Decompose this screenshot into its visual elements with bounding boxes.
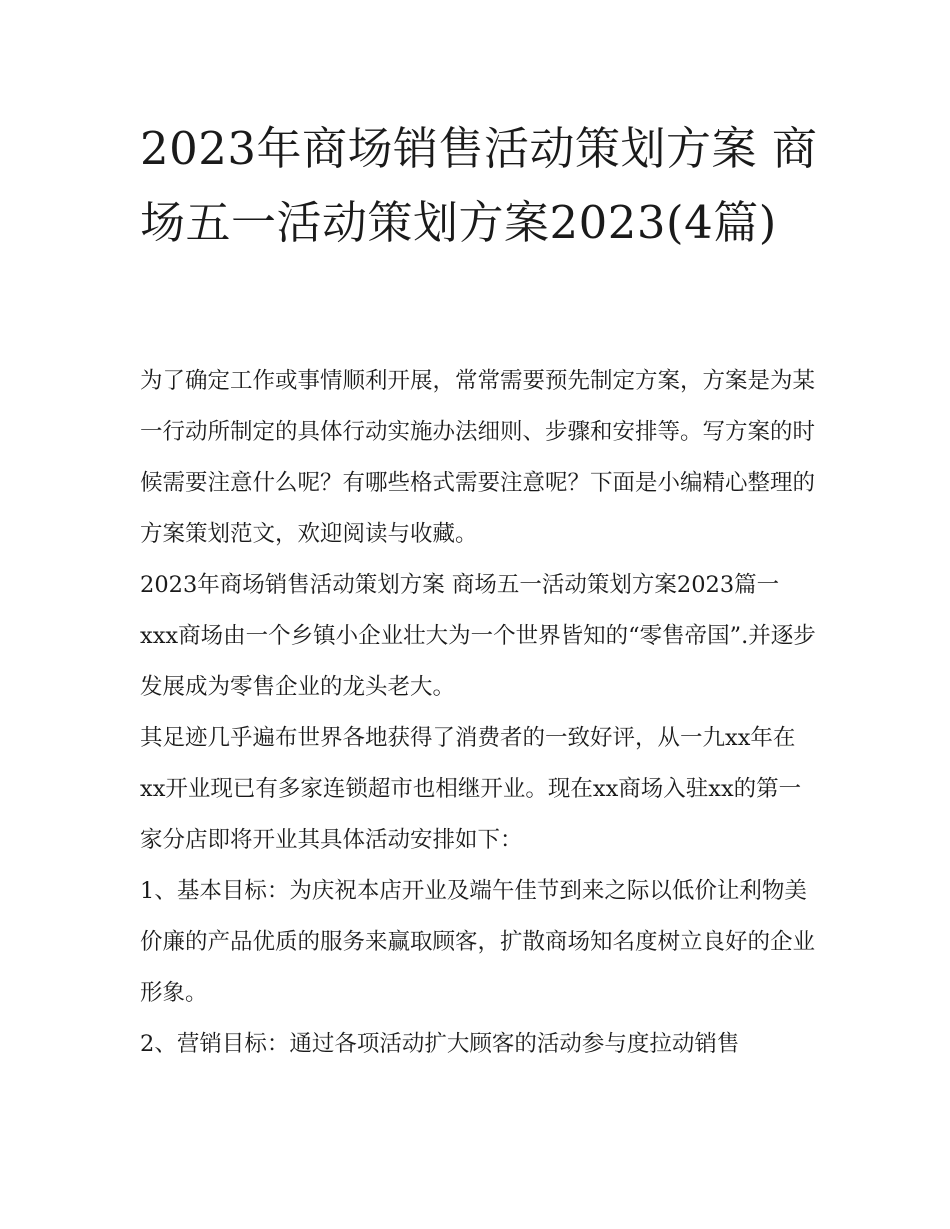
- intro-paragraph: 为了确定工作或事情顺利开展，常常需要预先制定方案，方案是为某一行动所制定的具体行动实施办法细则、步骤和安排等。写方案的时候需要注意什么呢？有哪些格式需要注意呢？下面是小编精心整理的方案策划范文，欢迎阅读与收藏。: [140, 368, 816, 547]
- document-body: [140, 356, 820, 1070]
- list-item: 1、基本目标：为庆祝本店开业及端午佳节到来之际以低价让利物美价廉的产品优质的服务来赢取顾客，扩散商场知名度树立良好的企业形象。: [140, 878, 816, 1006]
- list-item: 2、营销目标：通过各项活动扩大顾客的活动参与度拉动销售: [140, 1031, 740, 1057]
- body-paragraph: 其足迹几乎遍布世界各地获得了消费者的一致好评，从一九xx年在xx开业现已有多家连锁超市也相继开业。现在xx商场入驻xx的第一家分店即将开业其具体活动安排如下：: [140, 725, 802, 853]
- document-title: 2023年商场销售活动策划方案 商场五一活动策划方案2023(4篇): [140, 122, 818, 249]
- section-heading: 2023年商场销售活动策划方案 商场五一活动策划方案2023篇一: [140, 572, 780, 598]
- body-paragraph: xxx商场由一个乡镇小企业壮大为一个世界皆知的“零售帝国”.并逐步发展成为零售企业的龙头老大。: [140, 623, 816, 700]
